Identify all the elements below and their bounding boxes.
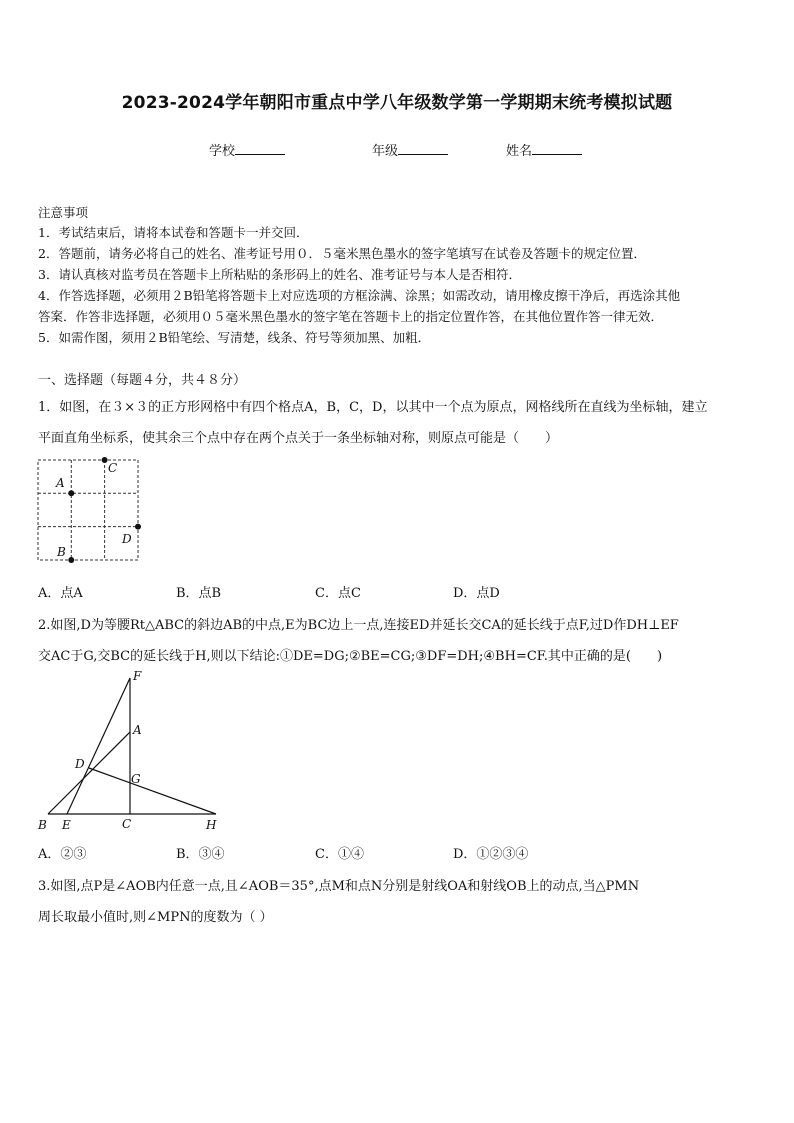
name-blank[interactable] xyxy=(532,142,582,155)
exam-title: 2023-2024学年朝阳市重点中学八年级数学第一学期期末统考模拟试题 xyxy=(121,93,673,113)
q2-label-h: H xyxy=(206,818,217,832)
notice-item: 5．如需作图，须用２B铅笔绘、写清楚，线条、符号等须加黑、加粗． xyxy=(38,330,431,345)
notice-item: 2．答题前，请务必将自己的姓名、准考证号用０．５毫米黑色墨水的签字笔填写在试卷及答题卡的规定位置． xyxy=(38,246,646,261)
grade-label: 年级 xyxy=(372,144,399,159)
q2-label-c: C xyxy=(122,817,132,831)
q2-label-e: E xyxy=(62,818,71,832)
q1-point-b xyxy=(68,557,74,563)
q2-option-a[interactable]: A．②③ xyxy=(38,847,87,862)
q1-text-line2: 平面直角坐标系，使其余三个点中存在两个点关于一条坐标轴对称，则原点可能是（ ） xyxy=(38,431,559,446)
school-label: 学校 xyxy=(209,144,236,159)
q1-option-c[interactable]: C．点C xyxy=(315,586,361,601)
q1-label-b: B xyxy=(57,545,66,559)
q2-text-line1: 2.如图,D为等腰Rt△ABC的斜边AB的中点,E为BC边上一点,连接ED并延长交CA的延长线于点F,过D作DH⊥EF xyxy=(38,618,679,633)
q2-text-line2: 交AC于G,交BC的延长线于H,则以下结论:①DE=DG;②BE=CG;③DF=DH;④BH=CF.其中正确的是( ) xyxy=(38,649,663,664)
q2-option-c[interactable]: C．①④ xyxy=(315,847,364,862)
q1-option-b[interactable]: B．点B xyxy=(176,586,222,601)
q1-label-d: D xyxy=(122,532,132,546)
grade-field[interactable] xyxy=(372,140,448,159)
q2-triangle-figure xyxy=(30,668,230,838)
q2-label-f: F xyxy=(133,669,142,683)
q1-point-a xyxy=(68,490,74,496)
q2-label-d: D xyxy=(75,757,85,771)
name-field[interactable] xyxy=(506,140,582,159)
notice-heading: 注意事项 xyxy=(38,205,89,220)
q1-label-c: C xyxy=(108,461,118,475)
name-label: 姓名 xyxy=(506,144,533,159)
grade-blank[interactable] xyxy=(398,142,448,155)
q1-option-a[interactable]: A．点A xyxy=(38,586,83,601)
notice-item: 答案．作答非选择题，必须用０５毫米黑色墨水的签字笔在答题卡上的指定位置作答，在其他位置作答一律无效． xyxy=(38,309,664,324)
q2-label-b: B xyxy=(38,818,47,832)
notice-item: 4．作答选择题，必须用２B铅笔将答题卡上对应选项的方框涂满、涂黑；如需改动，请用橡皮擦干净后，再选涂其他 xyxy=(38,288,681,303)
q2-option-b[interactable]: B．③④ xyxy=(176,847,225,862)
q1-grid-figure xyxy=(30,452,150,572)
q2-label-a: A xyxy=(133,723,142,737)
q1-point-c xyxy=(102,457,108,463)
notice-item: 3．请认真核对监考员在答题卡上所粘贴的条形码上的姓名、准考证号与本人是否相符． xyxy=(38,267,521,282)
q1-text-line1: 1．如图，在３×３的正方形网格中有四个格点A，B，C，D，以其中一个点为原点，网格线所在直线为坐标轴，建立 xyxy=(38,400,708,415)
q1-point-d xyxy=(135,524,141,530)
school-field[interactable] xyxy=(209,140,285,159)
section-heading: 一、选择题（每题４分，共４８分） xyxy=(38,373,247,388)
q3-text-line2: 周长取最小值时,则∠MPN的度数为（ ） xyxy=(38,910,273,925)
q1-label-a: A xyxy=(56,476,65,490)
q3-text-line1: 3.如图,点P是∠AOB内任意一点,且∠AOB＝35°,点M和点N分别是射线OA和射线OB上的动点,当△PMN xyxy=(38,879,640,894)
q2-label-g: G xyxy=(131,772,141,786)
q2-option-d[interactable]: D．①②③④ xyxy=(453,847,529,862)
school-blank[interactable] xyxy=(235,142,285,155)
q1-option-d[interactable]: D．点D xyxy=(453,586,500,601)
notice-item: 1．考试结束后，请将本试卷和答题卡一并交回． xyxy=(38,225,309,240)
